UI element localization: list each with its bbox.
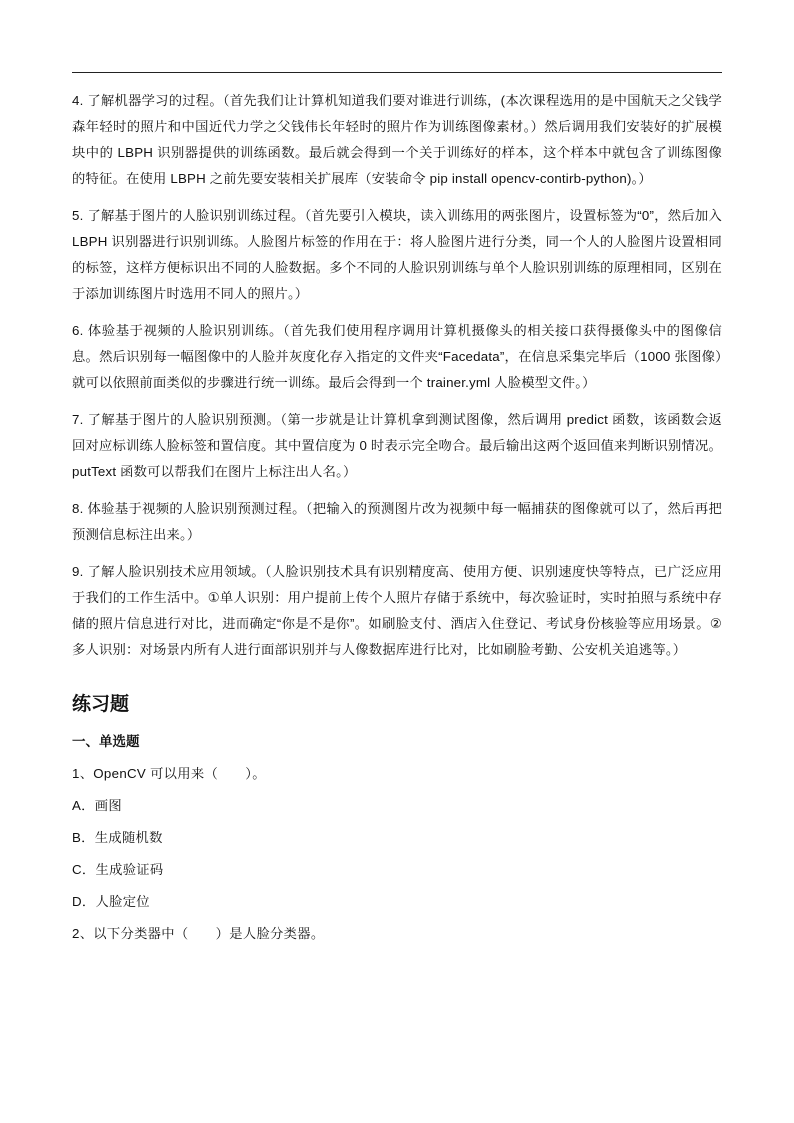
option-b: B．生成随机数: [72, 830, 163, 845]
page-content: [72, 88, 722, 953]
option-d: D．人脸定位: [72, 894, 150, 909]
exercises-heading: 练习题: [72, 694, 130, 715]
list-item: 9. 了解人脸识别技术应用领域。（人脸识别技术具有识别精度高、使用方便、识别速度快等特点，已广泛应用于我们的工作生活中。①单人识别：用户提前上传个人照片存储于系统中，每次验证时，实时拍照与系统中存储的照片信息进行对比，进而确定“你是不是你”。如刷脸支付、酒店入住登记、考试身份核验等应用场景。②多人识别：对场景内所有人进行面部识别并与人像数据库进行比对，比如刷脸考勤、公安机关追逃等。）: [72, 564, 722, 657]
question-2: 2、以下分类器中（ ）是人脸分类器。: [72, 926, 325, 941]
option-a: A．画图: [72, 798, 122, 813]
header-rule: [72, 72, 722, 73]
single-choice-heading: 一、单选题: [72, 734, 140, 749]
list-item: 7. 了解基于图片的人脸识别预测。（第一步就是让计算机拿到测试图像，然后调用 predict 函数，该函数会返回对应标训练人脸标签和置信度。其中置信度为 0 时表示完全吻合。最后输出这两个返回值来判断识别情况。putText 函数可以帮我们在图片上标注出人名。）: [72, 412, 722, 479]
list-item: 6. 体验基于视频的人脸识别训练。（首先我们使用程序调用计算机摄像头的相关接口获得摄像头中的图像信息。然后识别每一幅图像中的人脸并灰度化存入指定的文件夹“Facedata”，在信息采集完毕后（1000 张图像）就可以依照前面类似的步骤进行统一训练。最后会得到一个 trainer.yml 人脸模型文件。）: [72, 323, 722, 390]
question-1: 1、OpenCV 可以用来（ ）。: [72, 766, 266, 781]
list-item: 8. 体验基于视频的人脸识别预测过程。（把输入的预测图片改为视频中每一幅捕获的图像就可以了，然后再把预测信息标注出来。）: [72, 501, 722, 542]
list-item: 5. 了解基于图片的人脸识别训练过程。（首先要引入模块，读入训练用的两张图片，设置标签为“0”，然后加入 LBPH 识别器进行识别训练。人脸图片标签的作用在于：将人脸图片进行分类，同一个人的人脸图片设置相同的标签，这样方便标识出不同的人脸数据。多个不同的人脸识别训练与单个人脸识别训练的原理相同，区别在于添加训练图片时选用不同人的照片。）: [72, 208, 722, 301]
list-item: 4. 了解机器学习的过程。（首先我们让计算机知道我们要对谁进行训练，(本次课程选用的是中国航天之父钱学森年轻时的照片和中国近代力学之父钱伟长年轻时的照片作为训练图像素材。）然后调用我们安装好的扩展模块中的 LBPH 识别器提供的训练函数。最后就会得到一个关于训练好的样本，这个样本中就包含了训练图像的特征。在使用 LBPH 之前先要安装相关扩展库（安装命令 pip install opencv-contirb-python)。）: [72, 93, 722, 186]
option-c: C．生成验证码: [72, 862, 164, 877]
